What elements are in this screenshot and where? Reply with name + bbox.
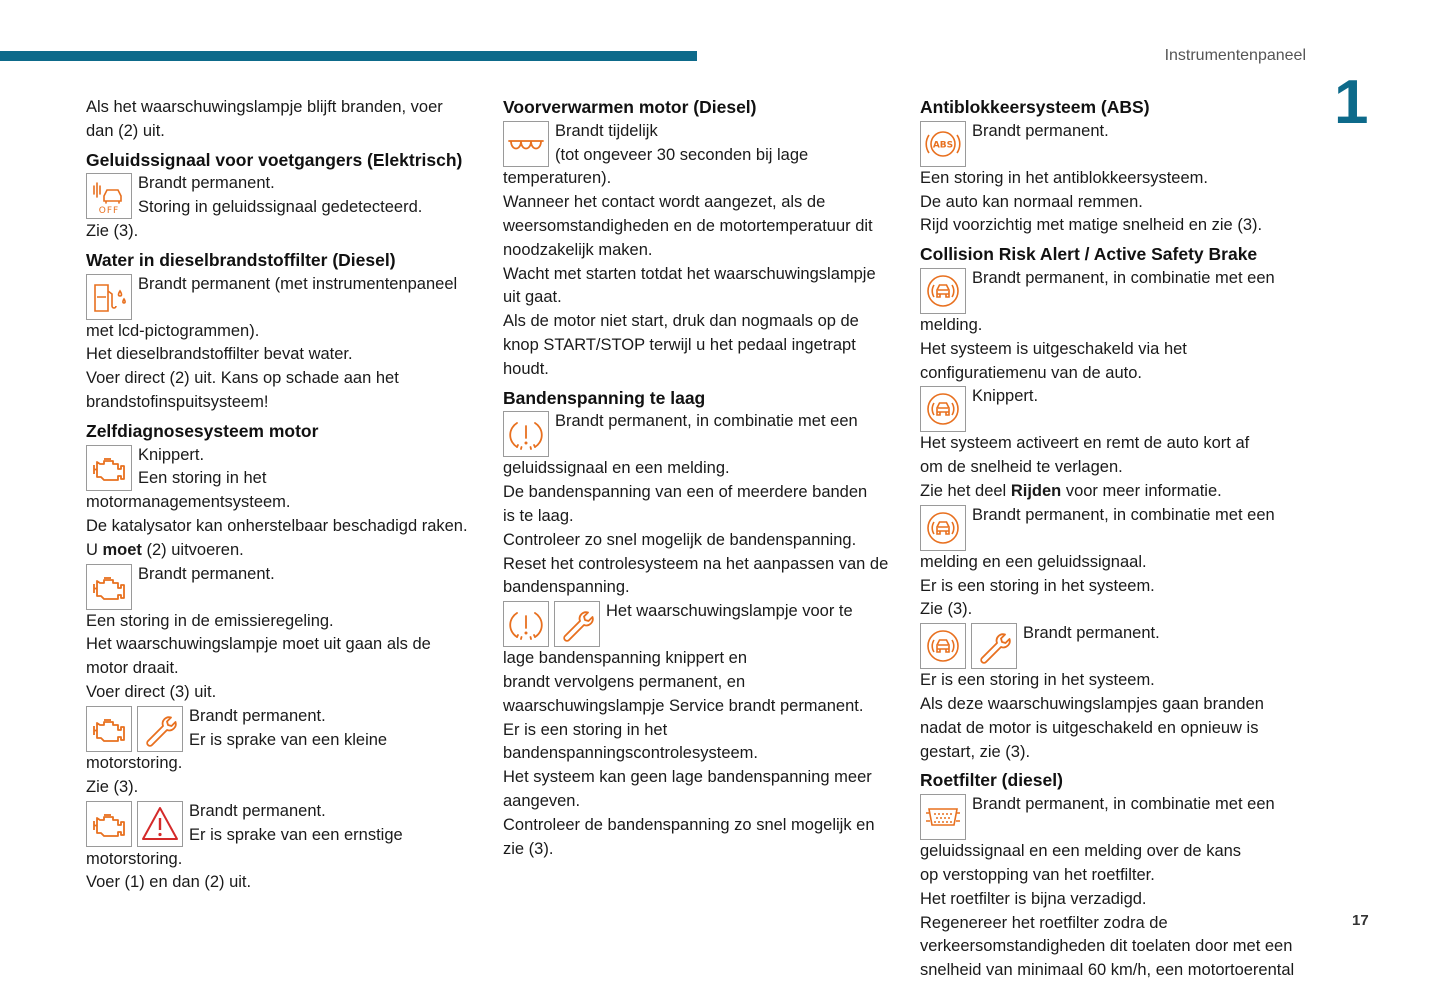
heading-preheat: Voorverwarmen motor (Diesel) <box>503 97 757 117</box>
text-line: Brandt permanent, in combinatie met een <box>972 505 1275 524</box>
glow-plug-icon <box>503 121 549 167</box>
text-line: Er is een storing in het <box>503 720 668 739</box>
text-line: met lcd-pictogrammen). <box>86 321 260 340</box>
icon-group <box>86 801 183 847</box>
collision-alert-icon <box>920 623 966 669</box>
text-line: Er is een storing in het systeem. <box>920 576 1155 595</box>
wrench-icon <box>554 601 600 647</box>
text-line: Wacht met starten totdat het waarschuwingslampje <box>503 264 876 283</box>
text-line: Brandt permanent. <box>189 801 326 820</box>
engine-warning-icon <box>86 801 132 847</box>
icon-group <box>920 505 966 551</box>
text-line: Brandt permanent. <box>972 121 1109 140</box>
text-line: Knippert. <box>972 387 1039 406</box>
text-line: Voer (1) en dan (2) uit. <box>86 873 252 892</box>
heading-pedestrian-sound: Geluidssignaal voor voetgangers (Elektrisch) <box>86 149 463 170</box>
text-line: nadat de motor is uitgeschakeld en opnieuw is <box>920 718 1259 737</box>
text-line: De katalysator kan onherstelbaar beschadigd raken. <box>86 516 468 535</box>
icon-group <box>920 623 1017 669</box>
text-line: Een storing in de emissieregeling. <box>86 611 334 630</box>
text-line: motorstoring. <box>86 754 183 773</box>
text-line: uit gaat. <box>503 288 562 307</box>
heading-tyre-pressure: Bandenspanning te laag <box>503 387 706 408</box>
column-middle <box>503 96 898 861</box>
text-line: motorstoring. <box>86 849 183 868</box>
text-line: Controleer zo snel mogelijk de bandenspanning. <box>503 530 857 549</box>
text-line: bandenspanningscontrolesysteem. <box>503 744 759 763</box>
text-line: bandenspanning. <box>503 578 630 597</box>
icon-group <box>86 173 132 219</box>
heading-water-in-fuel: Water in dieselbrandstoffilter (Diesel) <box>86 249 396 270</box>
text-line: melding en een geluidssignaal. <box>920 552 1147 571</box>
chapter-number: 1 <box>1334 68 1369 137</box>
text-line: brandt vervolgens permanent, en <box>503 672 746 691</box>
engine-warning-icon <box>86 564 132 610</box>
warning-triangle-icon <box>137 801 183 847</box>
icon-group <box>920 794 966 840</box>
column-right <box>920 96 1320 983</box>
text-line: Rijd voorzichtig met matige snelheid en zie (3). <box>920 216 1263 235</box>
text-line: motormanagementsysteem. <box>86 493 291 512</box>
text-line: op verstopping van het roetfilter. <box>920 865 1155 884</box>
text-line: De bandenspanning van een of meerdere banden <box>503 483 868 502</box>
text-line: Het waarschuwingslampje moet uit gaan als de <box>86 635 431 654</box>
section-title: Instrumentenpaneel <box>1164 47 1306 64</box>
header-accent-bar <box>0 51 697 61</box>
emphasis: moet <box>102 540 142 559</box>
text-line: Zie het deel Rijden voor meer informatie. <box>920 481 1222 500</box>
text-line: Een storing in het <box>138 469 267 488</box>
text-line: Als de motor niet start, druk dan nogmaals op de <box>503 312 859 331</box>
icon-group <box>86 706 183 752</box>
icon-group <box>503 601 600 647</box>
emphasis: Rijden <box>1010 481 1062 500</box>
text-line: Brandt permanent. <box>138 174 275 193</box>
text-line: Het waarschuwingslampje voor te <box>606 602 853 621</box>
text-line: gestart, zie (3). <box>920 742 1031 761</box>
heading-collision-alert: Collision Risk Alert / Active Safety Brake <box>920 244 1258 265</box>
icon-group <box>86 564 132 610</box>
heading-abs: Antiblokkeersysteem (ABS) <box>920 97 1150 117</box>
text-line: zie (3). <box>503 839 554 858</box>
text-line: configuratiemenu van de auto. <box>920 363 1142 382</box>
collision-alert-icon <box>920 386 966 432</box>
icon-group <box>503 121 549 167</box>
text-line: Brandt permanent. <box>138 564 275 583</box>
heading-engine-diagnosis: Zelfdiagnosesysteem motor <box>86 420 319 441</box>
text-line: Knippert. <box>138 445 205 464</box>
tyre-pressure-icon <box>503 411 549 457</box>
text-line: Zie (3). <box>86 778 139 797</box>
text-line: Voer direct (2) uit. Kans op schade aan het <box>86 369 399 388</box>
icon-group <box>86 445 132 491</box>
abs-label: ABS <box>932 140 954 151</box>
text-line: Zie (3). <box>920 600 973 619</box>
text-line: temperaturen). <box>503 169 612 188</box>
intro-line: Als het waarschuwingslampje blijft branden, voer <box>86 98 443 116</box>
text-line: U moet (2) uitvoeren. <box>86 540 244 559</box>
text-line: motor draait. <box>86 659 179 678</box>
text-line: Reset het controlesysteem na het aanpassen van de <box>503 554 889 573</box>
wrench-icon <box>971 623 1017 669</box>
text-line: Brandt permanent. <box>189 706 326 725</box>
text-line: Het roetfilter is bijna verzadigd. <box>920 889 1147 908</box>
collision-alert-icon <box>920 268 966 314</box>
icon-group <box>920 268 966 314</box>
engine-warning-icon <box>86 706 132 752</box>
text-line: Brandt tijdelijk <box>555 121 658 140</box>
text-line: Regenereer het roetfilter zodra de <box>920 913 1168 932</box>
text-line: Storing in geluidssignaal gedetecteerd. <box>138 198 423 217</box>
text-line: Zie (3). <box>86 221 139 240</box>
text-line: lage bandenspanning knippert en <box>503 649 748 668</box>
text-line: Het systeem is uitgeschakeld via het <box>920 339 1187 358</box>
text-line: De auto kan normaal remmen. <box>920 192 1143 211</box>
text-line: geluidssignaal en een melding over de kans <box>920 842 1242 861</box>
text-line: om de snelheid te verlagen. <box>920 458 1123 477</box>
intro-line: dan (2) uit. <box>86 121 165 140</box>
text-line: Controleer de bandenspanning zo snel mogelijk en <box>503 815 875 834</box>
icon-group <box>920 121 966 167</box>
text-line: Voer direct (3) uit. <box>86 682 217 701</box>
collision-alert-icon <box>920 505 966 551</box>
text-line: weersomstandigheden en de motortemperatuur dit <box>503 216 873 235</box>
wrench-icon <box>137 706 183 752</box>
text-line: Er is een storing in het systeem. <box>920 671 1155 690</box>
text-line: noodzakelijk maken. <box>503 240 653 259</box>
icon-group <box>503 411 549 457</box>
text-line: aangeven. <box>503 791 581 810</box>
text-line: Brandt permanent, in combinatie met een <box>972 268 1275 287</box>
text-line: Brandt permanent (met instrumentenpaneel <box>138 274 458 293</box>
text-line: Er is sprake van een kleine <box>189 730 388 749</box>
engine-warning-icon <box>86 445 132 491</box>
text-line: Als deze waarschuwingslampjes gaan branden <box>920 694 1264 713</box>
icon-group <box>86 274 132 320</box>
text-line: Het dieselbrandstoffilter bevat water. <box>86 345 353 364</box>
abs-icon <box>920 121 966 167</box>
text-line: Er is sprake van een ernstige <box>189 825 403 844</box>
text-line: melding. <box>920 315 983 334</box>
tyre-pressure-icon <box>503 601 549 647</box>
text-line: knop START/STOP terwijl u het pedaal ingetrapt <box>503 335 856 354</box>
pedestrian-sound-off-icon <box>86 173 132 219</box>
water-in-fuel-icon <box>86 274 132 320</box>
icon-group <box>920 386 966 432</box>
text-line: Het systeem activeert en remt de auto kort af <box>920 434 1250 453</box>
text-line: brandstofinspuitsysteem! <box>86 392 269 411</box>
heading-particulate-filter: Roetfilter (diesel) <box>920 770 1063 791</box>
page-number: 17 <box>1352 912 1369 929</box>
column-left <box>86 96 486 895</box>
text-line: Brandt permanent, in combinatie met een <box>555 412 858 431</box>
text-line: waarschuwingslampje Service brandt permanent. <box>503 696 864 715</box>
text-line: Brandt permanent, in combinatie met een <box>972 795 1275 814</box>
text-line: Het systeem kan geen lage bandenspanning meer <box>503 768 872 787</box>
text-line: (tot ongeveer 30 seconden bij lage <box>555 145 809 164</box>
text-line: Wanneer het contact wordt aangezet, als de <box>503 193 826 212</box>
text-line: snelheid van minimaal 60 km/h, een motortoerental <box>920 961 1295 980</box>
text-line: is te laag. <box>503 506 574 525</box>
off-label: OFF <box>98 206 120 217</box>
text-line: Brandt permanent. <box>1023 624 1160 643</box>
text-line: geluidssignaal en een melding. <box>503 459 730 478</box>
particulate-filter-icon <box>920 794 966 840</box>
text-line: Een storing in het antiblokkeersysteem. <box>920 168 1208 187</box>
text-line: houdt. <box>503 359 549 378</box>
text-line: verkeersomstandigheden dit toelaten door met een <box>920 937 1293 956</box>
